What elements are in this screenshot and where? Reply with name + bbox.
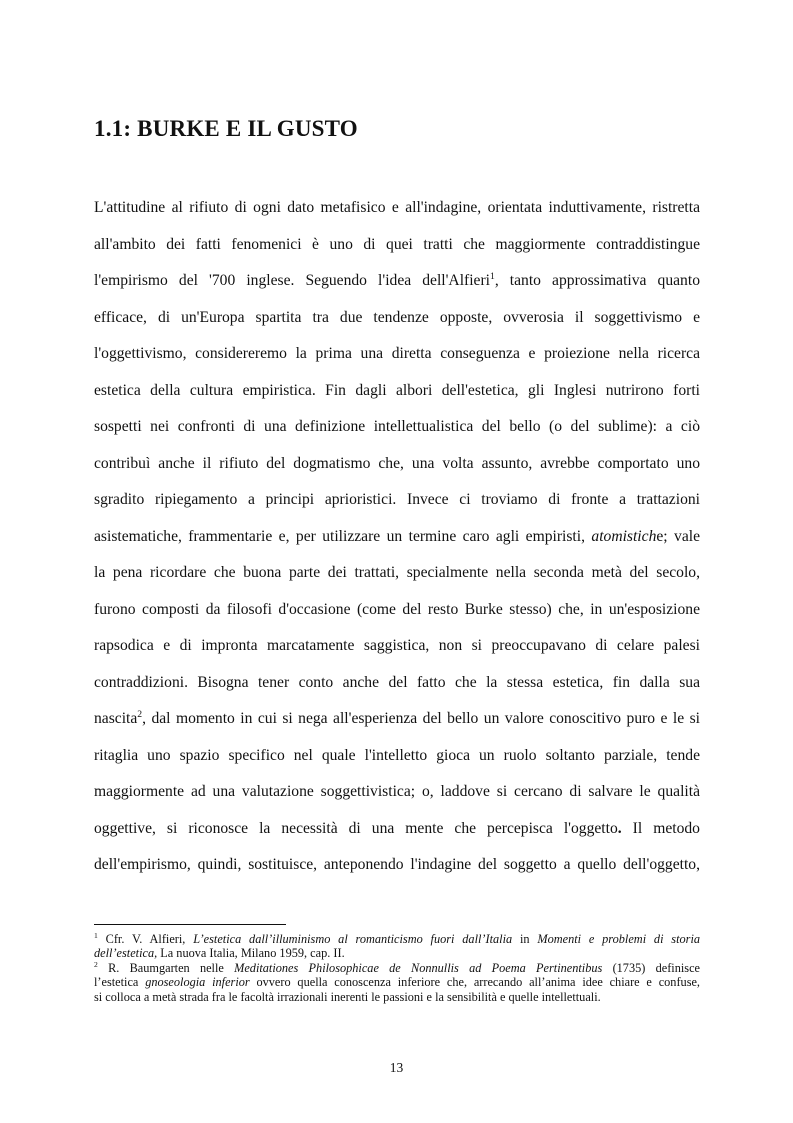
footnote-2-continuation: l’estetica gnoseologia inferior ovvero quella conoscenza inferiore che, arrecando all’anima idee chiare e confuse, bbox=[94, 975, 701, 990]
body-line: contribuì anche il rifiuto del dogmatismo che, una volta assunto, avrebbe comportato uno bbox=[94, 454, 700, 472]
body-line: all'ambito dei fatti fenomenici è uno di quei tratti che maggiormente contraddistingue bbox=[94, 235, 700, 253]
footnote-2: $^2$ R. Baumgarten nelle Meditationes Philosophicae de Nonnullis ad Poema Pertinentibus (1735) definisce bbox=[94, 959, 700, 975]
body-paragraph bbox=[94, 190, 700, 884]
footnotes bbox=[94, 932, 700, 1004]
footnote-ref-1[interactable]: 1 bbox=[490, 270, 495, 282]
page-number: 13 bbox=[389, 1060, 404, 1075]
footnote-ref-2[interactable]: 2 bbox=[137, 708, 143, 720]
body-line: dell'empirismo, quindi, sostituisce, anteponendo l'indagine del soggetto a quello dell'oggetto, bbox=[94, 856, 700, 873]
italic-term: atomistich bbox=[591, 527, 657, 545]
body-line: l'empirismo del '700 inglese. Seguendo l'idea dell'Alfieri$^1$, tanto approssimativa quanto bbox=[94, 270, 700, 289]
body-line: efficace, di un'Europa spartita tra due tendenze opposte, ovverosia il soggettivismo e bbox=[94, 308, 700, 326]
body-line: sospetti nei confronti di una definizione intellettualistica del bello (o del sublime): a ciò bbox=[94, 418, 700, 435]
body-line: rapsodica e di impronta marcatamente saggistica, non si preoccupavano di celare palesi bbox=[94, 637, 700, 654]
footnote-1: $^1$ Cfr. V. Alfieri, L’estetica dall’illuminismo al romanticismo fuori dall’Italia in Momenti e problemi di storia bbox=[94, 930, 701, 946]
body-line: ritaglia uno spazio specifico nel quale l'intelletto gioca un ruolo soltanto parziale, tende bbox=[94, 746, 700, 764]
body-line: contraddizioni. Bisogna tener conto anche del fatto che la stessa estetica, fin dalla sua bbox=[94, 673, 700, 691]
body-line: L'attitudine al rifiuto di ogni dato metafisico e all'indagine, orientata induttivamente, ristretta bbox=[94, 199, 700, 216]
body-line: oggettive, si riconosce la necessità di una mente che percepisca l'oggetto. Il metodo bbox=[94, 819, 700, 837]
footnote-2-continuation: si colloca a metà strada fra le facoltà irrazionali inerenti le passioni e la sensibilità e quelle intellettuali. bbox=[94, 989, 601, 1004]
body-line: l'oggettivismo, considereremo la prima una diretta conseguenza e proiezione nella ricerca bbox=[94, 345, 700, 362]
body-line: furono composti da filosofi d'occasione (come del resto Burke stesso) che, in un'esposizione bbox=[94, 600, 700, 618]
body-line: estetica della cultura empiristica. Fin dagli albori dell'estetica, gli Inglesi nutrirono forti bbox=[94, 381, 700, 399]
body-line: maggiormente ad una valutazione soggettivistica; o, laddove si cercano di salvare le qualità bbox=[94, 783, 700, 800]
body-line: la pena ricordare che buona parte dei trattati, specialmente nella seconda metà del secolo, bbox=[94, 564, 700, 581]
footnote-separator bbox=[94, 924, 286, 925]
section-heading: 1.1: BURKE E IL GUSTO bbox=[94, 116, 358, 141]
body-line: sgradito ripiegamento a principi aprioristici. Invece ci troviamo di fronte a trattazioni bbox=[94, 491, 700, 508]
body-line: nascita$^2$, dal momento in cui si nega all'esperienza del bello un valore conoscitivo puro e le si bbox=[94, 708, 700, 727]
body-line: asistematiche, frammentarie e, per utilizzare un termine caro agli empiristi, atomistiche; vale bbox=[94, 527, 701, 545]
footnote-1-continuation: dell’estetica, La nuova Italia, Milano 1959, cap. II. bbox=[94, 946, 345, 961]
